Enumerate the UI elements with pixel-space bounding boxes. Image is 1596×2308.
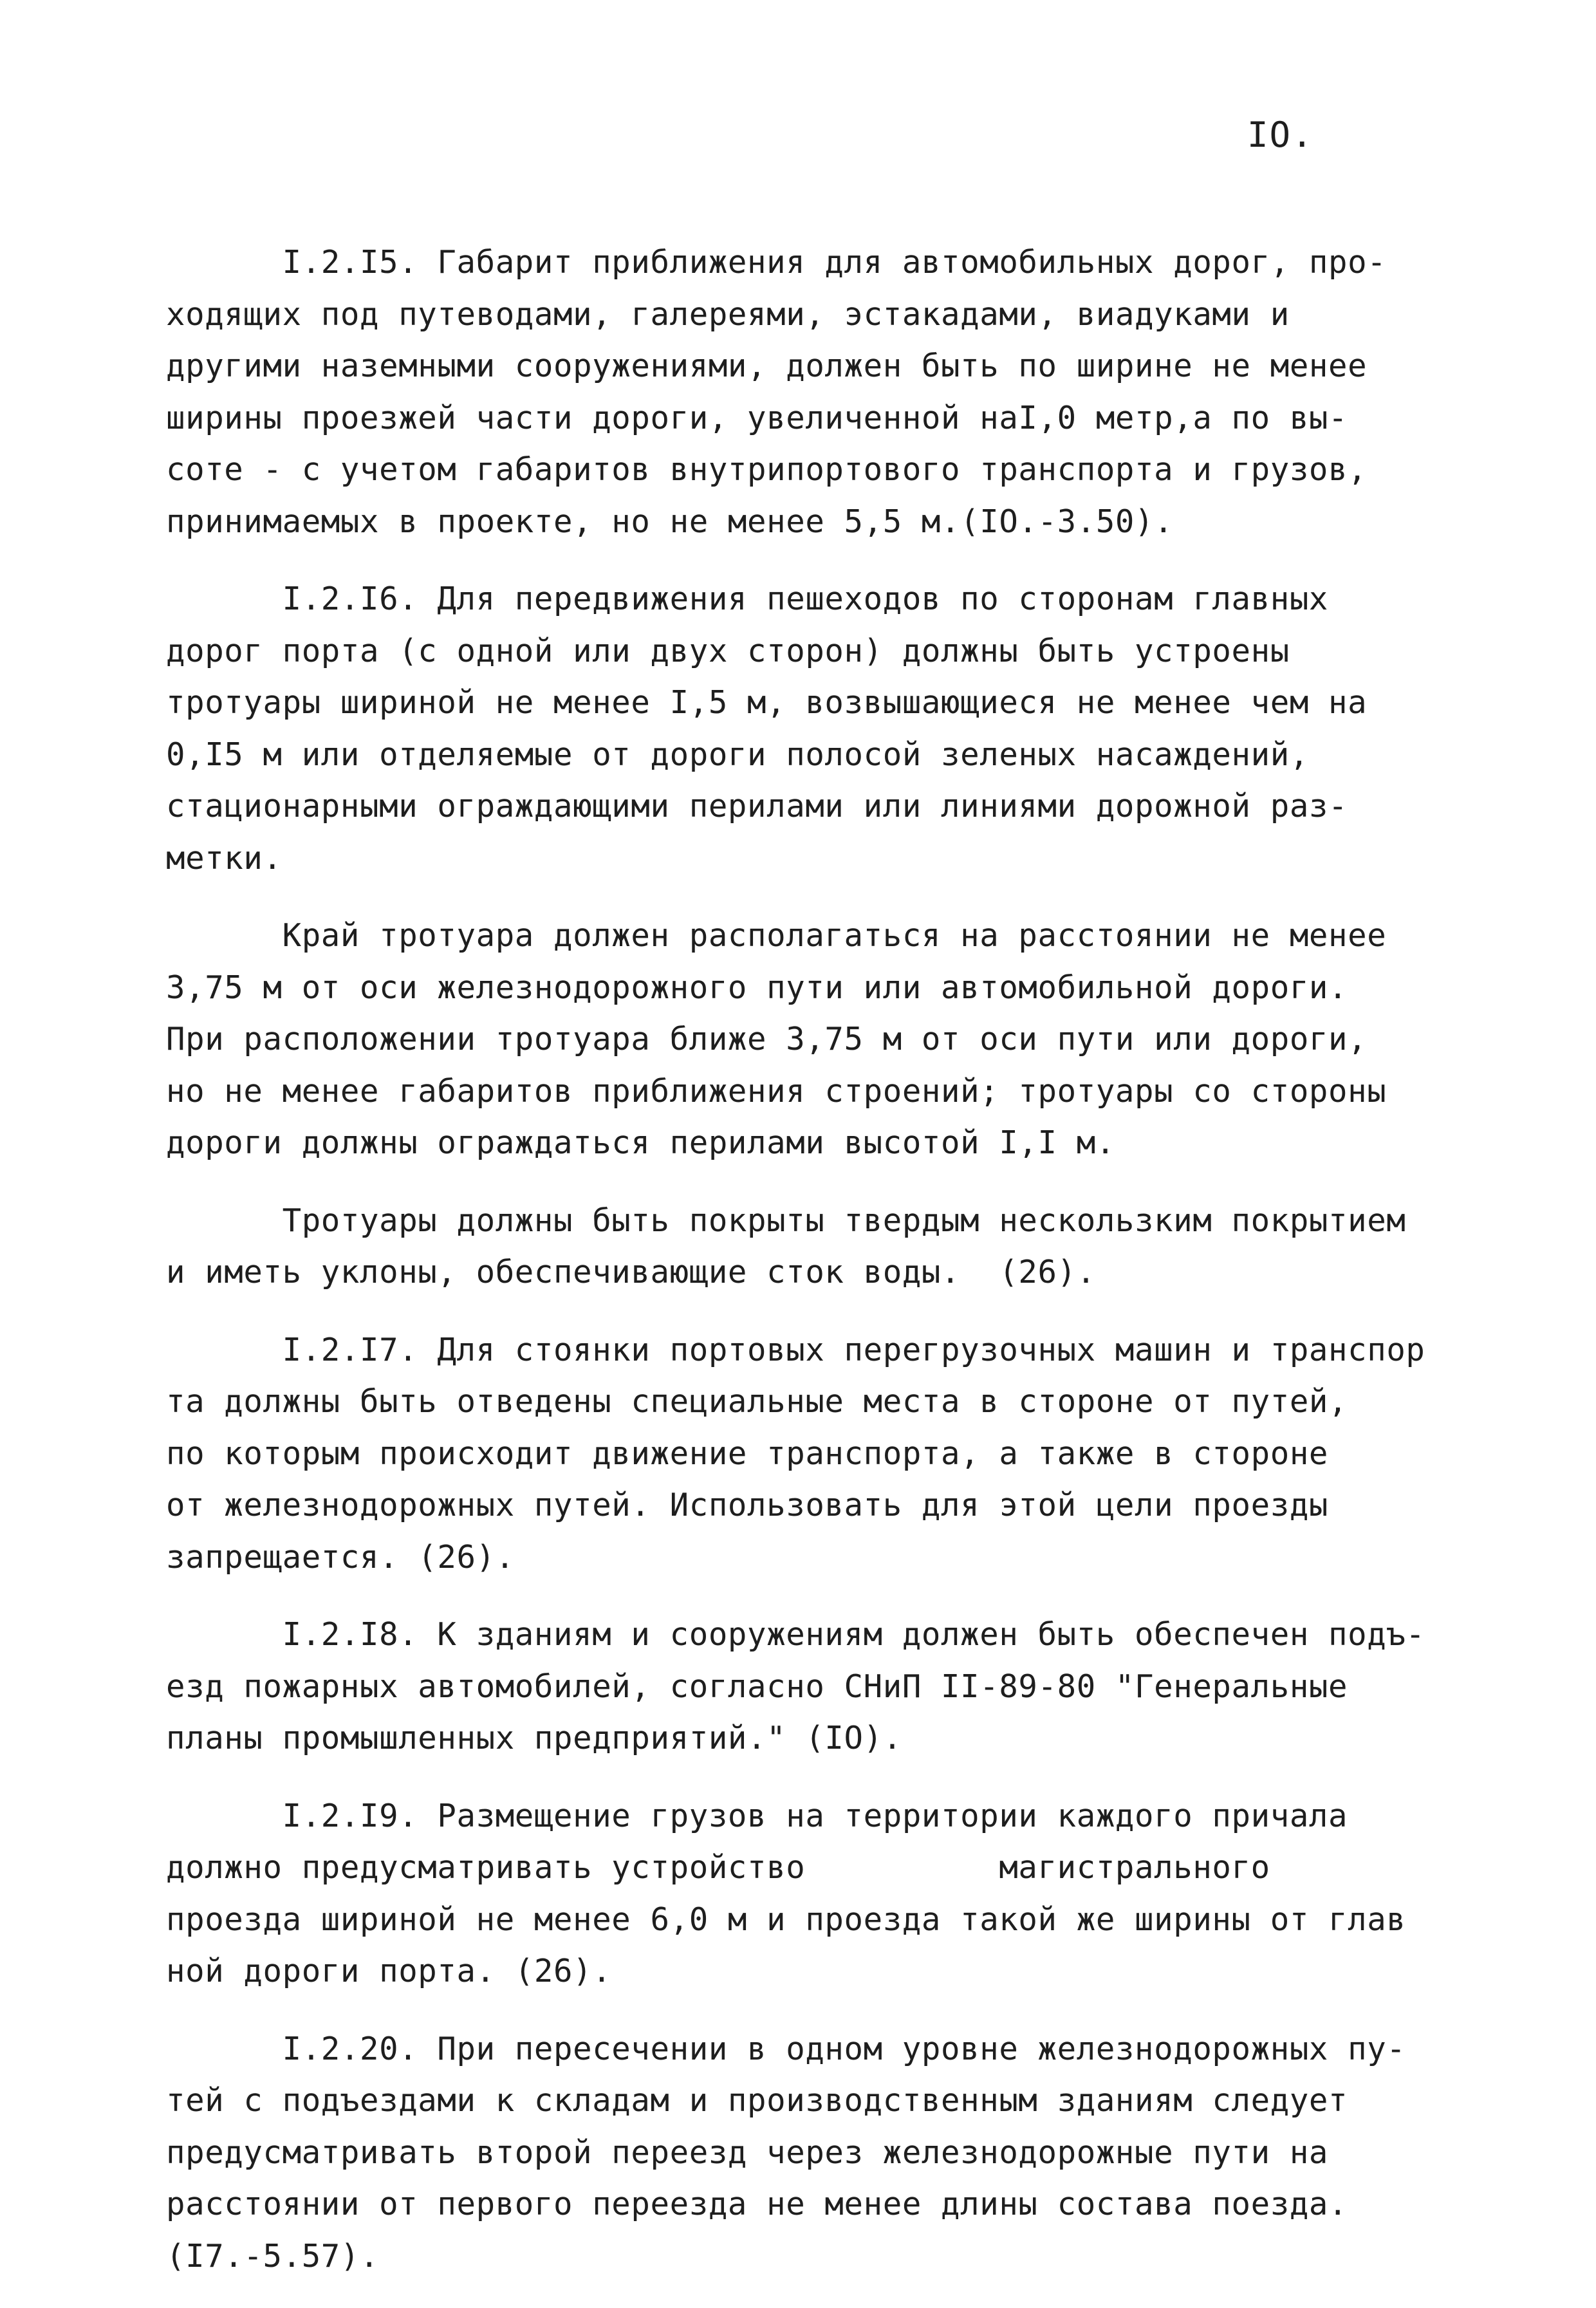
paragraph <box>166 910 1447 1169</box>
text-line: соте - с учетом габаритов внутрипортового транспорта и грузов, <box>166 451 1368 488</box>
text-line: дорог порта (с одной или двух сторон) должны быть устроены <box>166 632 1290 669</box>
text-line: 0,I5 м или отделяемые от дороги полосой зеленых насаждений, <box>166 736 1309 773</box>
paragraph <box>166 1195 1447 1299</box>
text-line: ходящих под путеводами, галереями, эстакадами, виадуками и <box>166 295 1290 333</box>
text-line: При расположении тротуара ближе 3,75 м от оси пути или дороги, <box>166 1021 1368 1057</box>
text-line: ной дороги порта. (26). <box>166 1953 612 1989</box>
paragraph <box>166 1609 1447 1765</box>
text-line: планы промышленных предприятий." (IO). <box>166 1720 902 1756</box>
text-line: I.2.I5. Габарит приближения для автомобильных дорог, про- <box>166 244 1387 281</box>
paragraph <box>166 237 1447 548</box>
paragraph <box>166 2024 1447 2283</box>
text-line: запрещается. (26). <box>166 1538 515 1576</box>
text-line: тротуары шириной не менее I,5 м, возвышающиеся не менее чем на <box>166 684 1368 721</box>
text-line: должно предусматривать устройство магистрального <box>166 1849 1270 1886</box>
text-line: 3,75 м от оси железнодорожного пути или автомобильной дороги. <box>166 969 1348 1006</box>
text-line: дороги должны ограждаться перилами высотой I,I м. <box>166 1124 1115 1161</box>
paragraph <box>166 1791 1447 1998</box>
text-line: I.2.I7. Для стоянки портовых перегрузочных машин и транспор <box>166 1331 1425 1368</box>
text-line: предусматривать второй переезд через железнодорожные пути на <box>166 2134 1329 2171</box>
text-line: стационарными ограждающими перилами или линиями дорожной раз- <box>166 788 1348 824</box>
paragraph <box>166 1325 1447 1584</box>
document-body <box>166 237 1447 2308</box>
text-line: I.2.I6. Для передвижения пешеходов по сторонам главных <box>166 581 1329 617</box>
text-line: принимаемых в проекте, но не менее 5,5 м.(IO.-3.50). <box>166 503 1174 540</box>
text-line: метки. <box>166 839 283 877</box>
text-line: (I7.-5.57). <box>166 2237 380 2275</box>
text-line: Тротуары должны быть покрыты твердым нескользким покрытием <box>166 1202 1406 1239</box>
text-line: I.2.20. При пересечении в одном уровне железнодорожных пу- <box>166 2030 1406 2067</box>
text-line: Край тротуара должен располагаться на расстоянии не менее <box>166 917 1387 954</box>
text-line: но не менее габаритов приближения строений; тротуары со стороны <box>166 1072 1387 1110</box>
page-number: IO. <box>1247 115 1314 155</box>
text-line: езд пожарных автомобилей, согласно СНиП II-89-80 "Генеральные <box>166 1668 1348 1705</box>
text-line: та должны быть отведены специальные места в стороне от путей, <box>166 1383 1348 1420</box>
text-line: I.2.I8. К зданиям и сооружениям должен быть обеспечен подъ- <box>166 1616 1425 1653</box>
text-line: ширины проезжей части дороги, увеличенной наI,0 метр,а по вы- <box>166 399 1348 436</box>
text-line: I.2.I9. Размещение грузов на территории каждого причала <box>166 1797 1348 1834</box>
text-line: тей с подъездами к складам и производственным зданиям следует <box>166 2082 1348 2119</box>
text-line: проезда шириной не менее 6,0 м и проезда такой же ширины от глав <box>166 1901 1406 1938</box>
text-line: и иметь уклоны, обеспечивающие сток воды. (26). <box>166 1254 1096 1290</box>
text-line: расстоянии от первого переезда не менее длины состава поезда. <box>166 2186 1348 2222</box>
paragraph <box>166 573 1447 884</box>
text-line: по которым происходит движение транспорта, а также в стороне <box>166 1435 1329 1472</box>
text-line: от железнодорожных путей. Использовать для этой цели проезды <box>166 1487 1329 1523</box>
text-line: другими наземными сооружениями, должен быть по ширине не менее <box>166 348 1368 384</box>
